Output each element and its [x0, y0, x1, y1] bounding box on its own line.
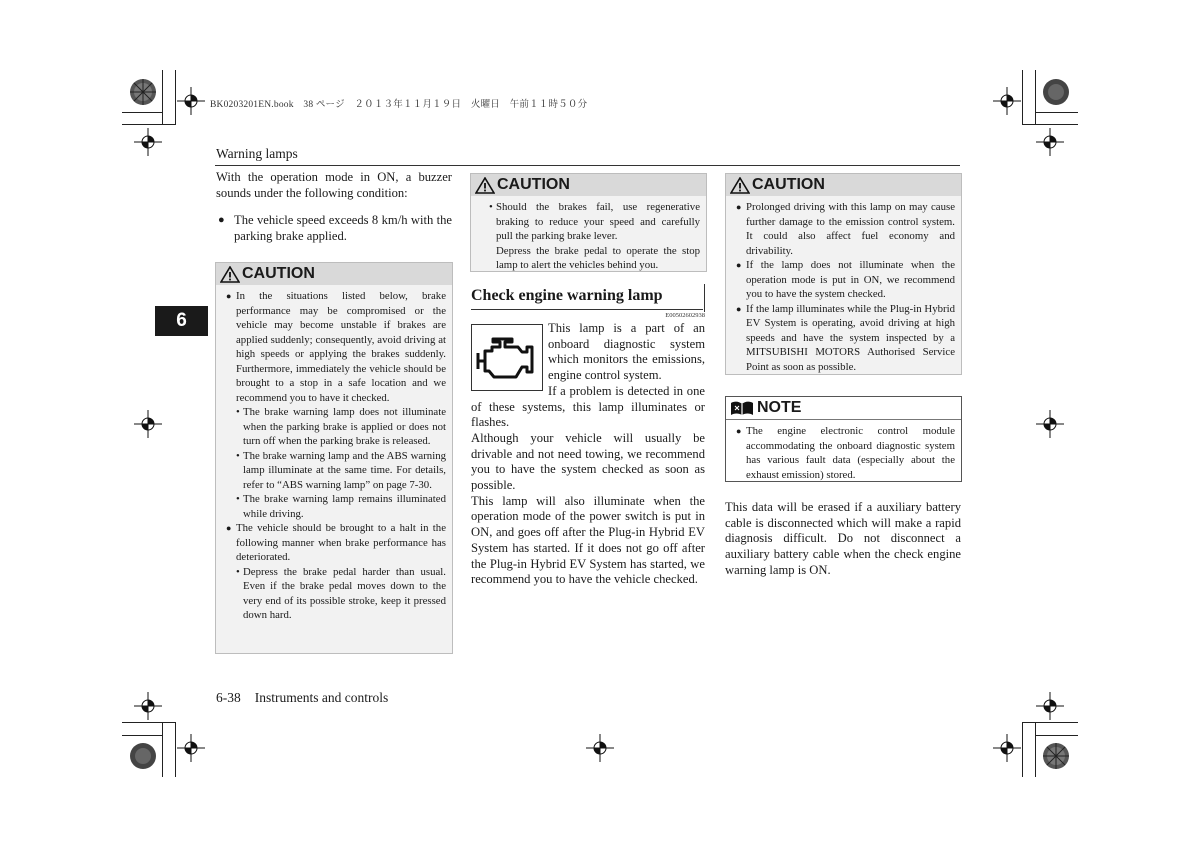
- color-target-icon: [1042, 78, 1070, 106]
- registration-mark-icon: [993, 734, 1021, 762]
- note-body: [726, 420, 961, 486]
- paragraph: This lamp is a part of an onboard diagnostic system which monitors the emissions, engine control system.: [548, 321, 705, 383]
- caution-heading: [471, 174, 706, 196]
- reference-code: E00502602938: [665, 312, 705, 319]
- page-footer: [216, 690, 388, 706]
- caution-item-text: If the lamp illuminates while the Plug-in Hybrid EV System is operating, avoid driving at high speeds and have the system inspected by a MITSUBISHI MOTORS Authorised Service Point as soon as possible.: [746, 302, 955, 373]
- paragraph: Although your vehicle will usually be drivable and not need towing, we recommend you to have the system checked as soon as possible.: [471, 430, 705, 493]
- crop-line: [122, 112, 162, 113]
- caution-subitem: • Should the brakes fail, use regenerative braking to reduce your speed and carefully pull the parking brake lever.: [489, 201, 700, 242]
- warning-triangle-icon: [220, 266, 240, 283]
- caution-label: CAUTION: [497, 176, 570, 193]
- emission-caution-box: [725, 173, 962, 375]
- caution-subitem-text: The brake warning lamp does not illuminate when the parking brake is applied or does not turn off when the parking brake is released.: [243, 406, 446, 447]
- note-box: [725, 396, 962, 482]
- caution-subitem-text: The brake warning lamp and the ABS warning lamp illuminate at the same time. For details, refer to “ABS warning lamp” on page 7-30.: [243, 449, 446, 491]
- caution-label: CAUTION: [242, 265, 315, 282]
- caution-heading: [726, 174, 961, 196]
- crop-line: [162, 722, 163, 777]
- caution-item-text: If the lamp does not illuminate when the operation mode is put in ON, we recommend you to have the system checked.: [746, 259, 955, 300]
- caution-item: [736, 302, 955, 375]
- crop-line: [1022, 722, 1078, 723]
- page-header-title: Warning lamps: [216, 146, 298, 161]
- caution-item: [736, 258, 955, 302]
- brake-caution-box: [215, 262, 453, 654]
- bullet-icon: ●: [736, 202, 742, 212]
- caution-subitem: • The brake warning lamp remains illuminated while driving.: [236, 493, 446, 520]
- buzzer-condition: [216, 213, 452, 244]
- header-rule: [215, 165, 960, 166]
- registration-mark-icon: [993, 87, 1021, 115]
- registration-mark-icon: [177, 87, 205, 115]
- caution-item-text: The vehicle should be brought to a halt in the following manner when brake performance has deteriorated.: [236, 522, 446, 563]
- color-target-icon: [1042, 742, 1070, 770]
- caution-subitem-text: The brake warning lamp remains illuminated while driving.: [243, 493, 446, 520]
- crop-line: [1022, 70, 1023, 125]
- note-label: NOTE: [757, 399, 802, 416]
- caution-subitem: • Depress the brake pedal harder than usual. Even if the brake pedal moves down to the very end of its possible stroke, keep it pressed down hard.: [236, 565, 446, 621]
- data-erase-paragraph: This data will be erased if a auxiliary battery cable is disconnected which will make a rapid diagnosis difficult. Do not disconnect a auxiliary battery cable when the check engine warning lamp is ON.: [725, 500, 961, 577]
- caution-item: [226, 289, 446, 405]
- note-heading: [726, 397, 961, 420]
- section-title-rule: [704, 284, 705, 312]
- registration-mark-icon: [1036, 692, 1064, 720]
- caution-subitem: • The brake warning lamp does not illuminate when the parking brake is applied or does not turn off when the parking brake is released.: [236, 406, 446, 447]
- note-book-icon: [730, 400, 754, 416]
- registration-mark-icon: [586, 734, 614, 762]
- caution-item-text: In the situations listed below, brake performance may be compromised or the vehicle may become unstable if brakes are applied suddenly; consequently, avoid driving at high speeds or applying the brakes suddenly. Furthermore, immediately the vehicle should be brought to a stop in a safe location and we recommend you to have it checked.: [236, 290, 446, 404]
- registration-mark-icon: [134, 128, 162, 156]
- crop-line: [1035, 70, 1036, 125]
- bullet-icon: ●: [218, 214, 225, 226]
- crop-line: [122, 124, 175, 125]
- crop-line: [1035, 112, 1078, 113]
- color-target-icon: [129, 742, 157, 770]
- caution-body: [726, 196, 961, 378]
- caution-subitem-continuation: Depress the brake pedal to operate the stop lamp to alert the vehicles behind you.: [496, 244, 700, 271]
- note-item: [736, 424, 955, 482]
- page-number: 6-38: [216, 690, 241, 705]
- caution-item: [736, 200, 955, 258]
- bullet-icon: ●: [736, 426, 742, 436]
- caution-subitem: • The brake warning lamp and the ABS warning lamp illuminate at the same time. For details, refer to “ABS warning lamp” on page 7-30.: [236, 449, 446, 491]
- book-info: BK0203201EN.book 38 ページ ２０１３年１１月１９日 火曜日 午前１１時５０分: [210, 100, 588, 110]
- registration-mark-icon: [134, 410, 162, 438]
- warning-triangle-icon: [475, 177, 495, 194]
- crop-line: [1022, 124, 1078, 125]
- warning-triangle-icon: [730, 177, 750, 194]
- bullet-icon: ●: [226, 523, 232, 533]
- registration-mark-icon: [177, 734, 205, 762]
- registration-mark-icon: [1036, 410, 1064, 438]
- registration-mark-icon: [1036, 128, 1064, 156]
- caution-heading: [216, 263, 452, 285]
- brake-failure-caution-box: [470, 173, 707, 272]
- crop-line: [122, 735, 162, 736]
- crop-line: [162, 70, 163, 125]
- crop-line: [1035, 735, 1078, 736]
- chapter-tab: 6: [155, 306, 208, 336]
- crop-line: [175, 722, 176, 777]
- crop-line: [1022, 722, 1023, 777]
- footer-section-name: Instruments and controls: [254, 690, 389, 705]
- caution-subitem-text: Should the brakes fail, use regenerative braking to reduce your speed and carefully pull the parking brake lever.: [496, 201, 700, 242]
- crop-line: [122, 722, 175, 723]
- paragraph: If a problem is detected in one of these systems, this lamp illuminates or flashes.: [471, 383, 705, 430]
- crop-line: [175, 70, 176, 125]
- caution-body: [216, 285, 452, 627]
- note-item-text: The engine electronic control module accommodating the onboard diagnostic system has various fault data (especially about the exhaust emission) stored.: [746, 425, 955, 481]
- crop-line: [1035, 722, 1036, 777]
- paragraph: This lamp will also illuminate when the operation mode of the power switch is put in ON, and goes off after the Plug-in Hybrid EV System has started. If it does not go off after the Plug-in Hybrid EV System has started, we recommend you to have the vehicle checked.: [471, 493, 705, 587]
- section-title: Check engine warning lamp: [471, 287, 703, 310]
- buzzer-condition-text: The vehicle speed exceeds 8 km/h with the parking brake applied.: [234, 213, 452, 243]
- caution-label: CAUTION: [752, 176, 825, 193]
- caution-item: [226, 521, 446, 565]
- caution-body: [471, 196, 706, 277]
- intro-text: With the operation mode in ON, a buzzer sounds under the following condition:: [216, 170, 452, 200]
- registration-mark-icon: [134, 692, 162, 720]
- bullet-icon: ●: [736, 303, 742, 314]
- bullet-icon: ●: [226, 291, 232, 301]
- caution-subitem-text: Depress the brake pedal harder than usual. Even if the brake pedal moves down to the very end of its possible stroke, keep it pressed down hard.: [243, 565, 446, 621]
- bullet-icon: ●: [736, 260, 742, 270]
- check-engine-description: [471, 321, 705, 588]
- caution-item-text: Prolonged driving with this lamp on may cause further damage to the emission control system. It could also affect fuel economy and drivability.: [746, 201, 955, 257]
- color-target-icon: [129, 78, 157, 106]
